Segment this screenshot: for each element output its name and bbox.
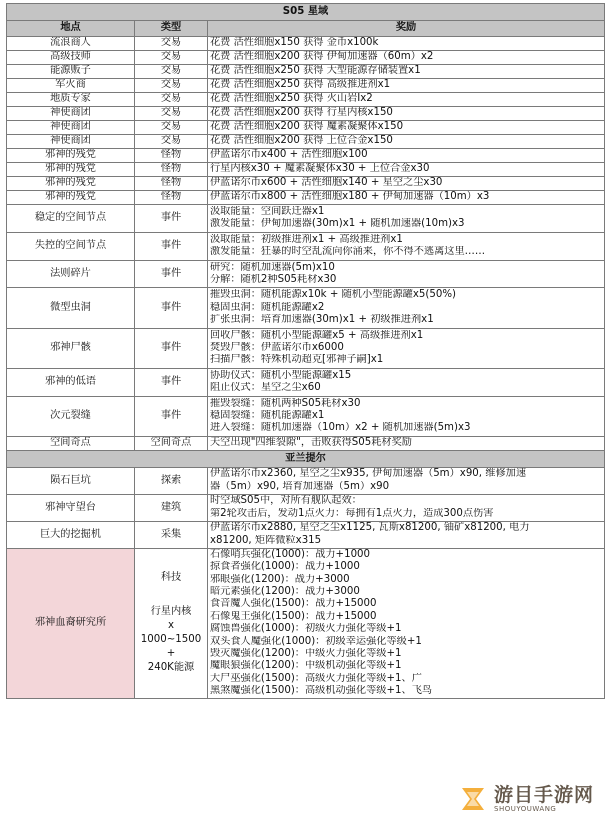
table-row [7, 436, 605, 450]
cell-type: 事件 [135, 260, 208, 288]
reward-line: 食音魔人强化(1500)：战力+15000 [210, 598, 377, 610]
cell-place: 失控的空间节点 [7, 232, 135, 260]
table-row [7, 163, 605, 177]
cell-type: 交易 [135, 121, 208, 135]
cell-place: 邪神的残党 [7, 191, 135, 205]
reward-line: 进入裂缝：随机加速器（10m）x2 + 随机加速器(5m)x3 [210, 422, 471, 434]
cell-place: 空间奇点 [7, 436, 135, 450]
table-row [7, 368, 605, 396]
table-row [7, 177, 605, 191]
type-cost-line: x [167, 620, 175, 632]
reward-line: 花费 活性细胞x250 获得 火山岩Ⅰx2 [210, 93, 373, 105]
type-cost-line: 行星内核 [150, 606, 192, 618]
cell-reward [208, 37, 605, 51]
cell-reward [208, 494, 605, 521]
reward-line: 协助仪式：随机小型能源罐x15 [210, 369, 352, 381]
cell-type: 交易 [135, 93, 208, 107]
cell-reward [208, 260, 605, 288]
table-row [7, 396, 605, 436]
cell-reward [208, 163, 605, 177]
table-row [7, 51, 605, 65]
reward-line: 伊蓝诺尔币x800 + 活性细胞x180 + 伊甸加速器（10m）x3 [210, 191, 490, 203]
table-row [7, 205, 605, 233]
reward-line: 研究：随机加速器(5m)x10 [210, 261, 335, 273]
cell-type: 交易 [135, 51, 208, 65]
cell-type: 空间奇点 [135, 436, 208, 450]
rewards-table [6, 3, 605, 699]
header-row [7, 21, 605, 37]
cell-reward [208, 467, 605, 494]
reward-line: 花费 活性细胞x250 获得 大型能源存储装置x1 [210, 65, 421, 77]
reward-line: 毁灭魔强化(1200)：中级火力强化等级+1 [210, 648, 402, 659]
cell-reward [208, 368, 605, 396]
cell-type: 交易 [135, 135, 208, 149]
reward-line: 邪眼强化(1200)：战力+3000 [210, 573, 350, 585]
reward-line: 石像鬼王强化(1500)：战力+15000 [210, 610, 377, 622]
reward-line: 分解：随机2种S05耗材x30 [210, 273, 337, 285]
watermark-logo-icon [456, 782, 490, 816]
cell-type: 事件 [135, 232, 208, 260]
cell-place: 稳定的空间节点 [7, 205, 135, 233]
reward-line: 花费 活性细胞x200 获得 伊甸加速器（60m）x2 [210, 51, 434, 63]
reward-line: 焚毁尸骸：伊蓝诺尔币x6000 [210, 341, 344, 353]
reward-line: 时空域S05中，对所有舰队起效： [210, 495, 362, 507]
cell-reward [208, 93, 605, 107]
reward-line: 花费 活性细胞x150 获得 金币x100k [210, 37, 379, 49]
table-row [7, 260, 605, 288]
cell-type: 交易 [135, 65, 208, 79]
cell-place: 神使商团 [7, 121, 135, 135]
reward-line: 黑煞魔强化(1500)：高级机动强化等级+1、飞鸟 [210, 685, 433, 697]
table-row [7, 467, 605, 494]
cell-place: 高级技师 [7, 51, 135, 65]
section-title: 亚兰提尔 [7, 450, 605, 467]
cell-reward [208, 107, 605, 121]
cell-type: 怪物 [135, 177, 208, 191]
reward-line: 花费 活性细胞x200 获得 魔素凝聚体x150 [210, 121, 404, 133]
cell-reward [208, 191, 605, 205]
cell-type: 探索 [135, 467, 208, 494]
cell-reward [208, 135, 605, 149]
cell-place: 军火商 [7, 79, 135, 93]
cell-type: 事件 [135, 205, 208, 233]
cell-reward [208, 65, 605, 79]
reward-line: 稳固裂缝：随机能源罐x1 [210, 409, 325, 421]
reward-line: 大尸巫强化(1500)：高级火力强化等级+1、广 [210, 672, 422, 684]
cell-type: 建筑 [135, 494, 208, 521]
section-row [7, 450, 605, 467]
table-row [7, 149, 605, 163]
cell-place: 能源贩子 [7, 65, 135, 79]
cell-reward [208, 328, 605, 368]
reward-line: 伊蓝诺尔币x2880, 星空之尘x1125, 瓦斯x81200, 铀矿x81200, 电力 [210, 522, 530, 534]
reward-line: 双头食人魔强化(1000)：初级幸运强化等级+1 [210, 635, 422, 647]
table-row [7, 191, 605, 205]
type-main: 科技 [160, 572, 182, 584]
cell-reward [208, 79, 605, 93]
reward-line: 魔眼狼强化(1200)：中级机动强化等级+1 [210, 660, 402, 672]
cell-reward [208, 177, 605, 191]
reward-line: 掠食者强化(1000)：战力+1000 [210, 561, 360, 573]
cell-place: 神使商团 [7, 107, 135, 121]
table-row [7, 65, 605, 79]
reward-line: 石像哨兵强化(1000)：战力+1000 [210, 548, 371, 560]
cell-reward [208, 51, 605, 65]
cell-place: 微型虫洞 [7, 288, 135, 328]
table-row [7, 107, 605, 121]
cell-place: 邪神的残党 [7, 149, 135, 163]
reward-line: 回收尸骸：随机小型能源罐x5 + 高级推进剂x1 [210, 329, 424, 341]
cell-place: 地质专家 [7, 93, 135, 107]
cell-reward [208, 396, 605, 436]
cell-reward [208, 548, 605, 698]
reward-line: 暗元素强化(1200)：战力+3000 [210, 585, 360, 597]
reward-line: 扩张虫洞：培育加速器(30m)x1 + 初级推进剂x1 [210, 314, 434, 326]
table-row [7, 93, 605, 107]
cell-type: 采集 [135, 521, 208, 548]
table-row [7, 328, 605, 368]
type-cost-line: + [166, 648, 176, 660]
header-type: 类型 [135, 21, 208, 37]
table-title-row [7, 4, 605, 21]
reward-line: 激发能量：狂暴的时空乱流向你涌来，你不得不逃离这里…… [210, 246, 486, 258]
table-row [7, 288, 605, 328]
reward-line: 稳固虫洞：随机能源罐x2 [210, 301, 325, 313]
cell-place: 邪神尸骸 [7, 328, 135, 368]
table-row [7, 121, 605, 135]
cell-place: 陨石巨坑 [7, 467, 135, 494]
cell-reward [208, 121, 605, 135]
table-row [7, 232, 605, 260]
type-cost-line: 1000~1500 [140, 634, 202, 646]
reward-line: 花费 活性细胞x250 获得 高级推进剂x1 [210, 79, 391, 91]
reward-line: 摧毁虫洞：随机能源x10k + 随机小型能源罐x5(50%) [210, 289, 457, 301]
reward-line: 激发能量：伊甸加速器(30m)x1 + 随机加速器(10m)x3 [210, 218, 465, 230]
cell-place: 邪神的低语 [7, 368, 135, 396]
cell-place: 流浪商人 [7, 37, 135, 51]
reward-line: 器（5m）x90, 培育加速器（5m）x90 [210, 480, 390, 492]
cell-place: 邪神守望台 [7, 494, 135, 521]
cell-place: 巨大的挖掘机 [7, 521, 135, 548]
cell-type [135, 548, 208, 698]
reward-line: 花费 活性细胞x200 获得 行星内核x150 [210, 107, 393, 119]
reward-line: 扫描尸骸：特殊机动超克[邪神子嗣]x1 [210, 354, 384, 366]
type-cost-line: 240K能源 [147, 662, 195, 674]
cell-place: 邪神的残党 [7, 177, 135, 191]
cell-reward [208, 521, 605, 548]
cell-reward [208, 288, 605, 328]
header-reward: 奖励 [208, 21, 605, 37]
table-title: S05 星域 [7, 4, 605, 21]
watermark-name: 游目手游网 [494, 784, 595, 806]
watermark [456, 779, 606, 819]
reward-line: 汲取能量：初级推进剂x1 + 高级推进剂x1 [210, 233, 403, 245]
reward-line: 第2轮攻击后，发动1点火力：每拥有1点火力，造成300点伤害 [210, 507, 494, 519]
cell-type: 交易 [135, 107, 208, 121]
cell-place: 法则碎片 [7, 260, 135, 288]
reward-line: x81200, 矩阵微粒x315 [210, 534, 322, 546]
reward-line: 伊蓝诺尔币x2360, 星空之尘x935, 伊甸加速器（5m）x90, 维修加速 [210, 468, 527, 480]
reward-line: 天空出现"四维裂隙"，击败获得S05耗材奖励 [210, 437, 412, 449]
reward-line: 伊蓝诺尔币x400 + 活性细胞x100 [210, 149, 368, 161]
table-row [7, 548, 605, 698]
reward-line: 摧毁裂缝：随机两种S05耗材x30 [210, 397, 361, 409]
cell-place: 邪神的残党 [7, 163, 135, 177]
cell-place: 次元裂缝 [7, 396, 135, 436]
cell-type: 事件 [135, 396, 208, 436]
cell-type: 怪物 [135, 163, 208, 177]
watermark-domain: SHOUYOUWANG [494, 805, 557, 813]
cell-type: 交易 [135, 79, 208, 93]
cell-reward [208, 149, 605, 163]
header-place: 地点 [7, 21, 135, 37]
reward-line: 阻止仪式：星空之尘x60 [210, 382, 321, 394]
cell-place: 邪神血裔研究所 [7, 548, 135, 698]
cell-type: 交易 [135, 37, 208, 51]
table-row [7, 494, 605, 521]
cell-reward [208, 205, 605, 233]
reward-line: 伊蓝诺尔币x600 + 活性细胞x140 + 星空之尘x30 [210, 177, 443, 189]
reward-line: 汲取能量：空间跃迁器x1 [210, 205, 325, 217]
cell-reward [208, 232, 605, 260]
cell-reward [208, 436, 605, 450]
table-row [7, 37, 605, 51]
table-row [7, 135, 605, 149]
cell-type: 怪物 [135, 149, 208, 163]
table-row [7, 79, 605, 93]
cell-type: 怪物 [135, 191, 208, 205]
table-row [7, 521, 605, 548]
reward-line: 行星内核x30 + 魔素凝聚体x30 + 上位合金x30 [210, 163, 430, 175]
reward-line: 花费 活性细胞x200 获得 上位合金x150 [210, 135, 393, 147]
cell-place: 神使商团 [7, 135, 135, 149]
cell-type: 事件 [135, 328, 208, 368]
cell-type: 事件 [135, 288, 208, 328]
reward-line: 腐蚀兽强化(1000)：初级火力强化等级+1 [210, 623, 402, 635]
cell-type: 事件 [135, 368, 208, 396]
